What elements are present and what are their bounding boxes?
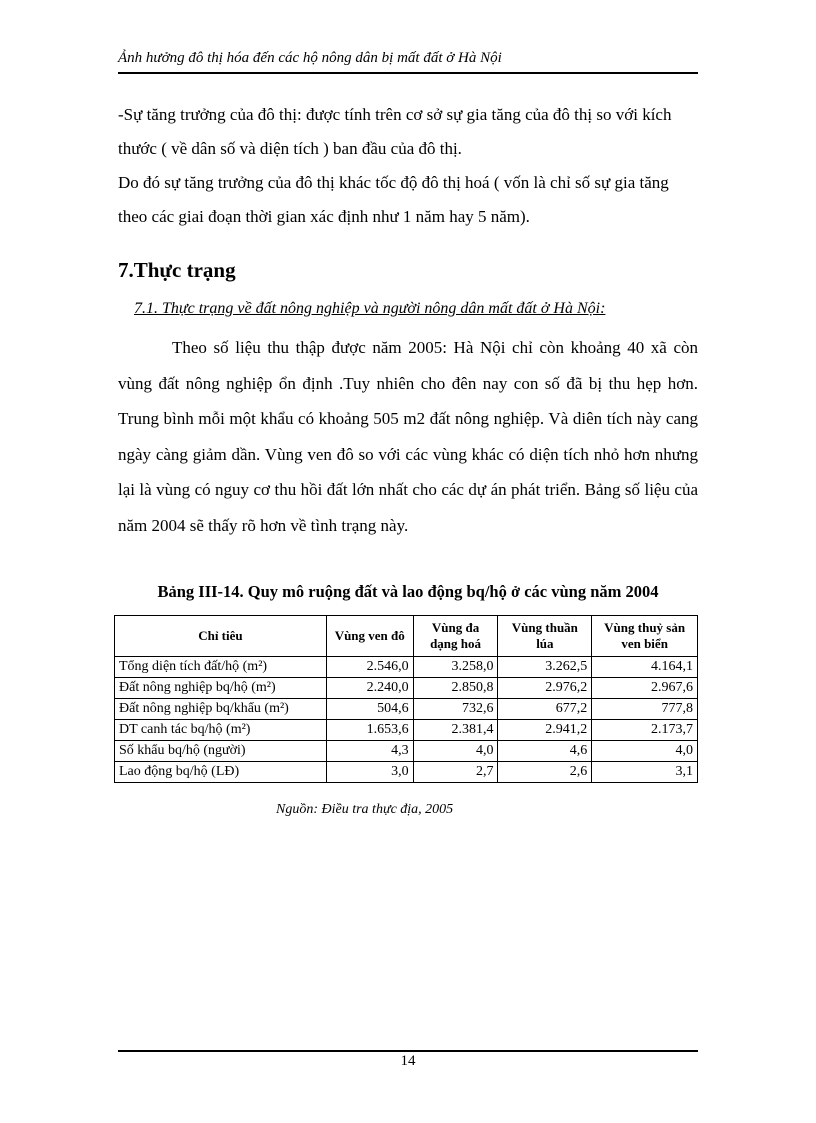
table-cell: 2,6: [498, 762, 592, 783]
table-cell: 4,0: [413, 741, 498, 762]
footer-divider: [118, 1050, 698, 1052]
table-cell: 4,6: [498, 741, 592, 762]
subsection-title: 7.1. Thực trạng về đất nông nghiệp và người nông dân mất đất ở Hà Nội:: [134, 300, 606, 317]
column-header-rice: Vùng thuần lúa: [498, 616, 592, 657]
table-caption: Bảng III-14. Quy mô ruộng đất và lao động bq/hộ ở các vùng năm 2004: [157, 582, 659, 601]
table-header-row: [115, 616, 698, 657]
header-divider: [118, 72, 698, 74]
table-cell: 2.381,4: [413, 720, 498, 741]
table-cell: 2.850,8: [413, 678, 498, 699]
column-header-indicator: Chỉ tiêu: [115, 616, 327, 657]
row-label: Số khẩu bq/hộ (người): [115, 741, 327, 762]
paragraph-growth-vs-urbanization: Do đó sự tăng trưởng của đô thị khác tốc độ đô thị hoá ( vốn là chỉ số sự gia tăng theo các giai đoạn thời gian xác định như 1 năm hay 5 năm).: [118, 173, 669, 226]
paragraph-urban-growth: -Sự tăng trưởng của đô thị: được tính trên cơ sở sự gia tăng của đô thị so với kích thước ( về dân số và diện tích ) ban đầu của đô thị.: [118, 105, 672, 158]
table-cell: 777,8: [592, 699, 698, 720]
table-row: [115, 762, 698, 783]
table-row: [115, 741, 698, 762]
row-label: Lao động bq/hộ (LĐ): [115, 762, 327, 783]
row-label: DT canh tác bq/hộ (m²): [115, 720, 327, 741]
table-cell: 2.546,0: [326, 657, 413, 678]
column-header-coastal-aquaculture: Vùng thuỷ sản ven biển: [592, 616, 698, 657]
table-cell: 2.967,6: [592, 678, 698, 699]
table-source-note: Nguồn: Điều tra thực địa, 2005: [276, 802, 454, 817]
table-cell: 2.941,2: [498, 720, 592, 741]
row-label: Đất nông nghiệp bq/khẩu (m²): [115, 699, 327, 720]
table-cell: 2.240,0: [326, 678, 413, 699]
section-title: 7.Thực trạng: [118, 258, 236, 282]
table-cell: 3,0: [326, 762, 413, 783]
table-row: [115, 720, 698, 741]
table-cell: 4,0: [592, 741, 698, 762]
column-header-suburban: Vùng ven đô: [326, 616, 413, 657]
table-cell: 732,6: [413, 699, 498, 720]
table-cell: 2.173,7: [592, 720, 698, 741]
table-cell: 3.262,5: [498, 657, 592, 678]
table-cell: 4.164,1: [592, 657, 698, 678]
table-cell: 4,3: [326, 741, 413, 762]
table-row: [115, 678, 698, 699]
table-row: [115, 657, 698, 678]
column-header-diversified: Vùng đa dạng hoá: [413, 616, 498, 657]
table-cell: 2,7: [413, 762, 498, 783]
table-cell: 3.258,0: [413, 657, 498, 678]
section-body: [118, 330, 698, 543]
row-label: Đất nông nghiệp bq/hộ (m²): [115, 678, 327, 699]
page-number: 14: [400, 1053, 416, 1069]
running-header: Ảnh hưởng đô thị hóa đến các hộ nông dân bị mất đất ở Hà Nội: [118, 50, 502, 66]
table-cell: 1.653,6: [326, 720, 413, 741]
table-cell: 677,2: [498, 699, 592, 720]
table-row: [115, 699, 698, 720]
row-label: Tổng diện tích đất/hộ (m²): [115, 657, 327, 678]
section-body-text: Theo số liệu thu thập được năm 2005: Hà Nội chỉ còn khoảng 40 xã còn vùng đất nông nghiệp ổn định .Tuy nhiên cho đên nay con số đã bị thu hẹp hơn. Trung bình mỗi một khẩu có khoảng 505 m2 đất nông nghiệp. Và diên tích này cang ngày càng giảm dần. Vùng ven đô so với các vùng khác có diện tích nhỏ hơn nhưng lại là vùng có nguy cơ thu hồi đất lớn nhất cho các dự án phát triển. Bảng số liệu của năm 2004 sẽ thấy rõ hơn về tình trạng này.: [118, 338, 698, 535]
table-cell: 504,6: [326, 699, 413, 720]
table-cell: 3,1: [592, 762, 698, 783]
table-cell: 2.976,2: [498, 678, 592, 699]
land-labor-table: [114, 615, 698, 783]
